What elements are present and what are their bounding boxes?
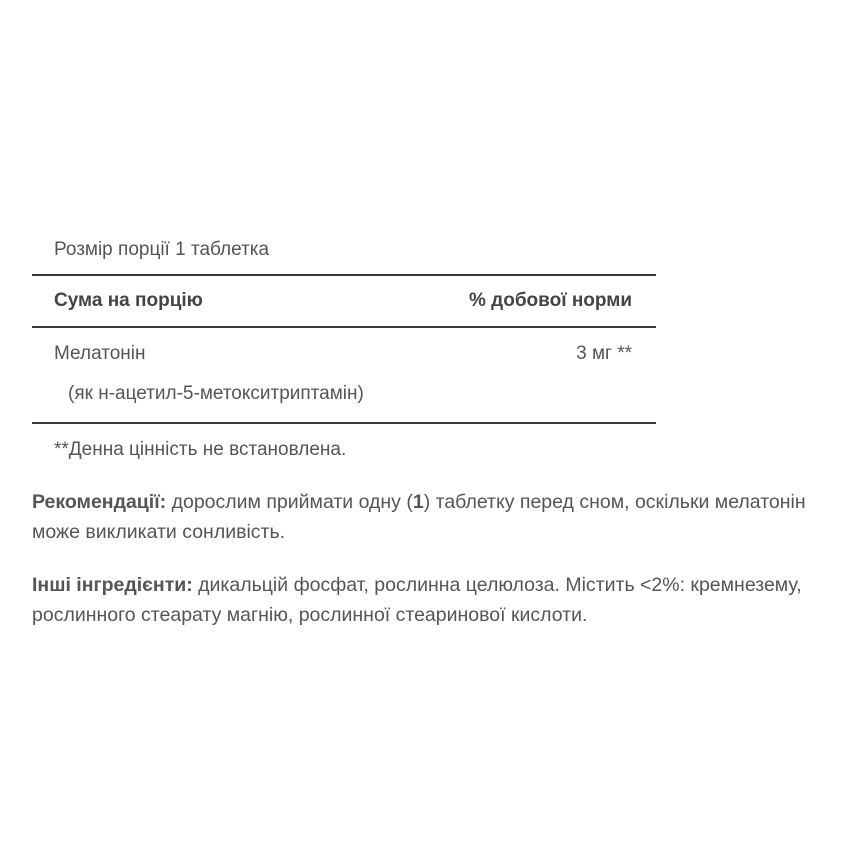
nutrient-detail: (як н-ацетил-5-метокситриптамін)	[68, 383, 364, 404]
supplement-facts-table	[32, 236, 656, 474]
other-ingredients-label: Інші інгредієнти:	[32, 574, 193, 596]
recommendations-text-before: дорослим приймати одну (	[166, 491, 413, 513]
footnote: **Денна цінність не встановлена.	[54, 439, 347, 460]
recommendations-number: 1	[412, 491, 424, 513]
recommendations-text-after: ) таблетку перед сном, оскільки мелатонін може викликати сонливість.	[32, 491, 806, 543]
nutrient-name: Мелатонін	[54, 343, 146, 364]
other-ingredients-paragraph	[32, 570, 822, 630]
header-divider	[32, 326, 656, 328]
serving-size: Розмір порції 1 таблетка	[54, 239, 270, 260]
nutrient-amount: 3 мг **	[576, 343, 632, 364]
facts-header-row	[32, 276, 656, 326]
amount-per-serving-heading: Сума на порцію	[54, 290, 203, 311]
nutrient-row	[32, 334, 656, 374]
recommendations-paragraph	[32, 487, 822, 547]
recommendations-label: Рекомендації:	[32, 491, 167, 513]
daily-value-heading: % добової норми	[468, 290, 632, 311]
other-ingredients-text: дикальцій фосфат, рослинна целюлоза. Містить <2%: кремнезему, рослинного стеарату магнію, рослинної стеаринової кислоти.	[32, 574, 802, 626]
